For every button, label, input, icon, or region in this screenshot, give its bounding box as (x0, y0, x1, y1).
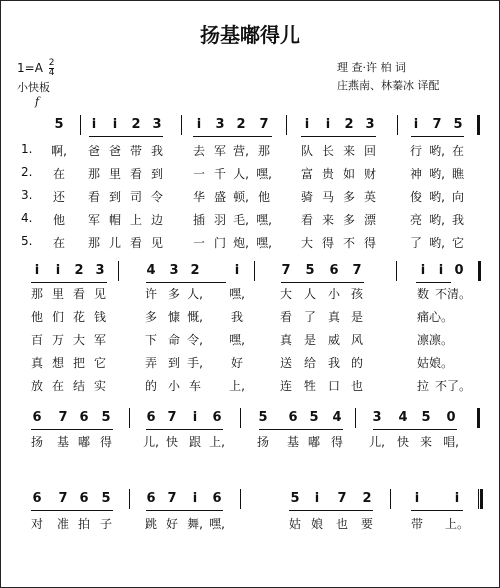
lyric-syllable: 多 (342, 190, 356, 204)
beam (289, 510, 373, 511)
note: 5 (54, 117, 64, 132)
lyric-syllable: 也 (350, 379, 364, 393)
note: 5 (453, 117, 463, 132)
beam (281, 282, 364, 283)
lyric-syllable: 华 (192, 190, 206, 204)
lyric-syllable: 得 (99, 435, 113, 449)
lyric-syllable: 娘 (310, 517, 324, 531)
bar-line (480, 489, 483, 509)
verse-number: 1. (21, 142, 33, 156)
note: 7 (167, 410, 177, 425)
beam (146, 429, 223, 430)
lyric-syllable: 扬 (30, 435, 44, 449)
song-title: 扬基嘟得儿 (200, 23, 300, 47)
note: i (192, 491, 198, 506)
lyric-syllable: 扬 (256, 435, 270, 449)
note: 3 (215, 117, 225, 132)
note: 4 (332, 410, 342, 425)
lyric-syllable: 爸 (108, 144, 122, 158)
note: i (234, 263, 240, 278)
lyric-syllable: 见 (150, 236, 164, 250)
lyric-syllable: 对 (30, 517, 44, 531)
lyric-syllable: 儿 (108, 236, 122, 250)
credit-translators: 庄燕南、林蓁冰 译配 (337, 79, 440, 92)
lyric-syllable: 慷 (167, 310, 181, 324)
lyric-syllable: 军 (213, 144, 227, 158)
notes-system-3 (1, 410, 499, 432)
bar-line (477, 408, 480, 428)
lyric-syllable: 不 (434, 379, 448, 393)
lyric-syllable: 威 (327, 333, 341, 347)
lyric-syllable: 哟, (429, 213, 445, 227)
lyric-syllable: 上, (229, 379, 245, 393)
lyric-syllable: 要 (360, 517, 374, 531)
note: 6 (288, 410, 298, 425)
lyric-syllable: 毛, (233, 213, 249, 227)
lyric-syllable: 那 (87, 236, 101, 250)
lyric-syllable: 回 (363, 144, 377, 158)
lyric-syllable: 里 (108, 167, 122, 181)
lyric-syllable: 痛 (416, 310, 430, 324)
lyric-syllable: 多 (167, 287, 181, 301)
lyric-syllable: 营, (233, 144, 249, 158)
lyric-syllable: 神 (409, 167, 423, 181)
note: 3 (152, 117, 162, 132)
lyric-syllable: 弄 (144, 356, 158, 370)
lyric-syllable: 了 (409, 236, 423, 250)
lyric-syllable: 下 (144, 333, 158, 347)
lyric-syllable: 它 (451, 236, 465, 250)
lyric-syllable: 风 (350, 333, 364, 347)
beam (31, 510, 113, 511)
lyric-syllable: 快 (165, 435, 179, 449)
lyric-syllable: 我 (451, 213, 465, 227)
lyric-syllable: 真 (279, 333, 293, 347)
lyric-syllable: 嘟 (77, 435, 91, 449)
lyric-syllable: 千 (213, 167, 227, 181)
note: i (192, 410, 198, 425)
lyric-syllable: 们 (51, 310, 65, 324)
lyric-syllable: 小 (167, 379, 181, 393)
lyric-syllable: 也 (335, 517, 349, 531)
note: 7 (432, 117, 442, 132)
lyric-syllable: 给 (303, 356, 317, 370)
lyric-syllable: 百 (30, 333, 44, 347)
note: i (325, 117, 331, 132)
lyric-syllable: 看 (129, 236, 143, 250)
lyric-syllable: 边 (150, 213, 164, 227)
lyric-syllable: 嘟 (307, 435, 321, 449)
lyric-syllable: 把 (72, 356, 86, 370)
lyric-syllable: 大 (279, 287, 293, 301)
note: 5 (305, 263, 315, 278)
lyric-syllable: 瞧 (451, 167, 465, 181)
lyric-syllable: 到 (108, 190, 122, 204)
beam (411, 136, 464, 137)
lyric-syllable: 爸 (87, 144, 101, 158)
note: 7 (337, 491, 347, 506)
note: 2 (236, 117, 246, 132)
note: 6 (212, 410, 222, 425)
note: i (34, 263, 40, 278)
lyric-syllable: 英 (363, 190, 377, 204)
lyric-syllable: 结 (72, 379, 86, 393)
lyric-syllable: 马 (321, 190, 335, 204)
verse-number: 5. (21, 234, 33, 248)
note: 7 (58, 491, 68, 506)
lyric-syllable: 好 (165, 517, 179, 531)
lyric-syllable: 令 (150, 190, 164, 204)
lyric-syllable: 放 (30, 379, 44, 393)
lyric-syllable: 想 (51, 356, 65, 370)
lyric-syllable: 带 (129, 144, 143, 158)
lyric-syllable: 到 (167, 356, 181, 370)
lyric-syllable: 见 (93, 287, 107, 301)
lyric-syllable: 在 (51, 379, 65, 393)
note: i (304, 117, 310, 132)
note: 2 (190, 263, 200, 278)
lyric-syllable: 的 (350, 356, 364, 370)
lyric-syllable: 一 (192, 167, 206, 181)
lyric-syllable: 带 (410, 517, 424, 531)
note: 6 (329, 263, 339, 278)
note: i (438, 263, 444, 278)
note: i (314, 491, 320, 506)
lyric-syllable: 插 (192, 213, 206, 227)
lyric-syllable: 送 (279, 356, 293, 370)
lyric-syllable: 军 (93, 333, 107, 347)
lyric-syllable: 连 (279, 379, 293, 393)
lyric-syllable: 真 (327, 310, 341, 324)
note: 6 (32, 410, 42, 425)
lyric-syllable: 那 (87, 167, 101, 181)
beam (416, 282, 451, 283)
note: i (413, 117, 419, 132)
lyric-syllable: 在 (451, 144, 465, 158)
lyric-syllable: 的 (144, 379, 158, 393)
lyric-syllable: 唱, (443, 435, 459, 449)
lyric-syllable: 嘿, (209, 517, 225, 531)
lyric-syllable: 炮, (233, 236, 249, 250)
note: 6 (79, 410, 89, 425)
lyric-syllable: 大 (72, 333, 86, 347)
beam (193, 136, 272, 137)
lyric-syllable: 长 (321, 144, 335, 158)
tempo-marking: 小快板 (17, 81, 50, 94)
lyric-syllable: 令, (187, 333, 203, 347)
lyric-syllable: 姑 (416, 356, 430, 370)
lyric-syllable: 行 (409, 144, 423, 158)
lyric-syllable: 一 (192, 236, 206, 250)
note: 7 (281, 263, 291, 278)
lyric-syllable: 拉 (416, 379, 430, 393)
note: i (196, 117, 202, 132)
lyric-syllable: 看 (300, 213, 314, 227)
lyric-syllable: 人 (303, 287, 317, 301)
lyric-syllable: 顿, (233, 190, 249, 204)
lyric-syllable: 不 (434, 287, 448, 301)
lyric-syllable: 里 (51, 287, 65, 301)
note: 5 (290, 491, 300, 506)
beam (146, 282, 226, 283)
note: 0 (454, 263, 464, 278)
lyric-syllable: 慨, (187, 310, 203, 324)
lyric-syllable: 人, (233, 167, 249, 181)
lyric-syllable: 凛。 (428, 333, 454, 347)
lyric-syllable: 基 (286, 435, 300, 449)
note: 3 (372, 410, 382, 425)
bar-line (240, 489, 241, 509)
note: 5 (101, 410, 111, 425)
lyric-syllable: 孩 (350, 287, 364, 301)
lyric-syllable: 上, (209, 435, 225, 449)
note: 4 (398, 410, 408, 425)
lyric-syllable: 实 (93, 379, 107, 393)
notes-system-1 (1, 117, 499, 139)
lyric-syllable: 我 (327, 356, 341, 370)
lyric-syllable: 准 (56, 517, 70, 531)
lyric-syllable: 得 (330, 435, 344, 449)
credits (337, 59, 440, 95)
note: i (414, 491, 420, 506)
lyric-syllable: 子 (99, 517, 113, 531)
lyric-syllable: 他 (52, 213, 66, 227)
note: 3 (169, 263, 179, 278)
beam (301, 136, 376, 137)
lyric-syllable: 得 (321, 236, 335, 250)
lyric-syllable: 口 (327, 379, 341, 393)
verse-number: 4. (21, 211, 33, 225)
lyric-syllable: 啊, (51, 144, 67, 158)
bar-line (129, 408, 130, 428)
note: 7 (58, 410, 68, 425)
bar-line (129, 489, 130, 509)
dynamic-marking: f (35, 95, 40, 108)
note: 2 (344, 117, 354, 132)
lyric-syllable: 去 (192, 144, 206, 158)
note: i (420, 263, 426, 278)
lyric-syllable: 财 (363, 167, 377, 181)
lyric-syllable: 跟 (188, 435, 202, 449)
lyric-syllable: 花 (72, 310, 86, 324)
notes-system-4 (1, 491, 499, 513)
beam (31, 282, 107, 283)
note: i (112, 117, 118, 132)
bar-line (240, 408, 241, 428)
lyric-syllable: 它 (93, 356, 107, 370)
lyric-syllable: 向 (451, 190, 465, 204)
bar-line (396, 261, 397, 281)
lyric-syllable: 命 (167, 333, 181, 347)
bar-line (397, 115, 398, 135)
note: 0 (446, 410, 456, 425)
note: i (55, 263, 61, 278)
lyric-syllable: 大 (300, 236, 314, 250)
lyric-syllable: 好 (230, 356, 244, 370)
lyric-syllable: 嘿, (229, 287, 245, 301)
lyric-syllable: 哟, (429, 144, 445, 158)
bar-line (181, 115, 182, 135)
lyric-syllable: 他 (30, 310, 44, 324)
beam (31, 429, 113, 430)
note: 2 (131, 117, 141, 132)
lyric-syllable: 贵 (321, 167, 335, 181)
bar-line (390, 489, 391, 509)
notes-system-2 (1, 263, 499, 285)
note: 5 (101, 491, 111, 506)
bar-line (477, 115, 480, 135)
beam (146, 510, 223, 511)
lyric-syllable: 骑 (300, 190, 314, 204)
lyric-syllable: 哟, (429, 236, 445, 250)
lyric-syllable: 司 (129, 190, 143, 204)
time-signature (49, 59, 55, 78)
bar-line (254, 261, 255, 281)
note: 5 (309, 410, 319, 425)
note: 7 (352, 263, 362, 278)
lyric-syllable: 是 (303, 333, 317, 347)
verse-number: 2. (21, 165, 33, 179)
lyric-syllable: 凛 (416, 333, 430, 347)
lyric-syllable: 小 (327, 287, 341, 301)
lyric-syllable: 儿, (369, 435, 385, 449)
lyric-syllable: 在 (52, 236, 66, 250)
lyric-syllable: 羽 (213, 213, 227, 227)
note: 6 (146, 410, 156, 425)
lyric-syllable: 看 (279, 310, 293, 324)
lyric-syllable: 人, (187, 287, 203, 301)
verse-number: 3. (21, 188, 33, 202)
note: i (454, 491, 460, 506)
lyric-syllable: 上。 (444, 517, 470, 531)
lyric-syllable: 在 (52, 167, 66, 181)
note: 4 (146, 263, 156, 278)
time-top: 2 (48, 58, 55, 68)
lyric-syllable: 儿, (143, 435, 159, 449)
lyric-syllable: 门 (213, 236, 227, 250)
bar-line (80, 115, 81, 135)
credit-lyricist: 理 查·许 柏 词 (337, 61, 406, 74)
note: 7 (167, 491, 177, 506)
lyric-syllable: 万 (51, 333, 65, 347)
note: 5 (258, 410, 268, 425)
lyric-syllable: 上 (129, 213, 143, 227)
lyric-syllable: 来 (419, 435, 433, 449)
note: 6 (146, 491, 156, 506)
lyric-syllable: 基 (56, 435, 70, 449)
lyric-syllable: 哟, (429, 167, 445, 181)
note: 6 (212, 491, 222, 506)
lyric-syllable: 来 (342, 144, 356, 158)
note: 3 (365, 117, 375, 132)
lyric-syllable: 漂 (363, 213, 377, 227)
lyric-syllable: 看 (87, 190, 101, 204)
lyric-syllable: 是 (350, 310, 364, 324)
note: 5 (421, 410, 431, 425)
lyric-syllable: 还 (52, 190, 66, 204)
lyric-syllable: 来 (321, 213, 335, 227)
key-prefix: 1=A (17, 61, 43, 75)
lyric-syllable: 姑 (288, 517, 302, 531)
lyric-syllable: 如 (342, 167, 356, 181)
lyric-syllable: 钱 (93, 310, 107, 324)
lyric-syllable: 手, (187, 356, 203, 370)
lyric-syllable: 他 (257, 190, 271, 204)
lyric-syllable: 哟, (429, 190, 445, 204)
lyric-syllable: 车 (188, 379, 202, 393)
lyric-syllable: 我 (150, 144, 164, 158)
lyric-syllable: 军 (87, 213, 101, 227)
lyric-syllable: 舞, (187, 517, 203, 531)
lyric-syllable: 富 (300, 167, 314, 181)
bar-line (286, 115, 287, 135)
lyric-syllable: 多 (342, 213, 356, 227)
lyric-syllable: 多 (144, 310, 158, 324)
note: 6 (79, 491, 89, 506)
lyric-syllable: 亮 (409, 213, 423, 227)
lyric-syllable: 那 (257, 144, 271, 158)
bar-line (478, 489, 479, 509)
lyric-syllable: 嘿, (256, 213, 272, 227)
lyric-syllable: 嘿, (256, 236, 272, 250)
lyric-syllable: 俊 (409, 190, 423, 204)
lyric-syllable: 不 (342, 236, 356, 250)
lyric-syllable: 快 (396, 435, 410, 449)
bar-line (478, 261, 481, 281)
beam (411, 510, 463, 511)
lyric-syllable: 跳 (144, 517, 158, 531)
lyric-syllable: 拍 (77, 517, 91, 531)
lyric-syllable: 我 (230, 310, 244, 324)
lyric-syllable: 盛 (213, 190, 227, 204)
note: 2 (362, 491, 372, 506)
lyric-syllable: 帽 (108, 213, 122, 227)
lyric-syllable: 真 (30, 356, 44, 370)
lyric-syllable: 队 (300, 144, 314, 158)
lyric-syllable: 到 (150, 167, 164, 181)
lyric-syllable: 牲 (303, 379, 317, 393)
lyric-syllable: 许 (144, 287, 158, 301)
bar-line (355, 408, 356, 428)
note: 2 (74, 263, 84, 278)
note: 3 (95, 263, 105, 278)
note: 6 (32, 491, 42, 506)
lyric-syllable: 数 (416, 287, 430, 301)
time-bottom: 4 (48, 68, 55, 78)
note: 7 (259, 117, 269, 132)
lyric-syllable: 娘。 (428, 356, 454, 370)
lyric-syllable: 得 (363, 236, 377, 250)
key-signature (17, 59, 54, 78)
lyric-syllable: 看 (129, 167, 143, 181)
beam (89, 136, 163, 137)
bar-line (118, 261, 119, 281)
lyric-syllable: 清。 (446, 287, 472, 301)
beam (373, 429, 457, 430)
lyric-syllable: 嘿, (256, 167, 272, 181)
lyric-syllable: 了 (303, 310, 317, 324)
lyric-syllable: 看 (72, 287, 86, 301)
lyric-syllable: 嘿, (229, 333, 245, 347)
note: i (91, 117, 97, 132)
lyric-syllable: 了。 (446, 379, 472, 393)
beam (259, 429, 343, 430)
lyric-syllable: 那 (30, 287, 44, 301)
lyric-syllable: 心。 (428, 310, 454, 324)
